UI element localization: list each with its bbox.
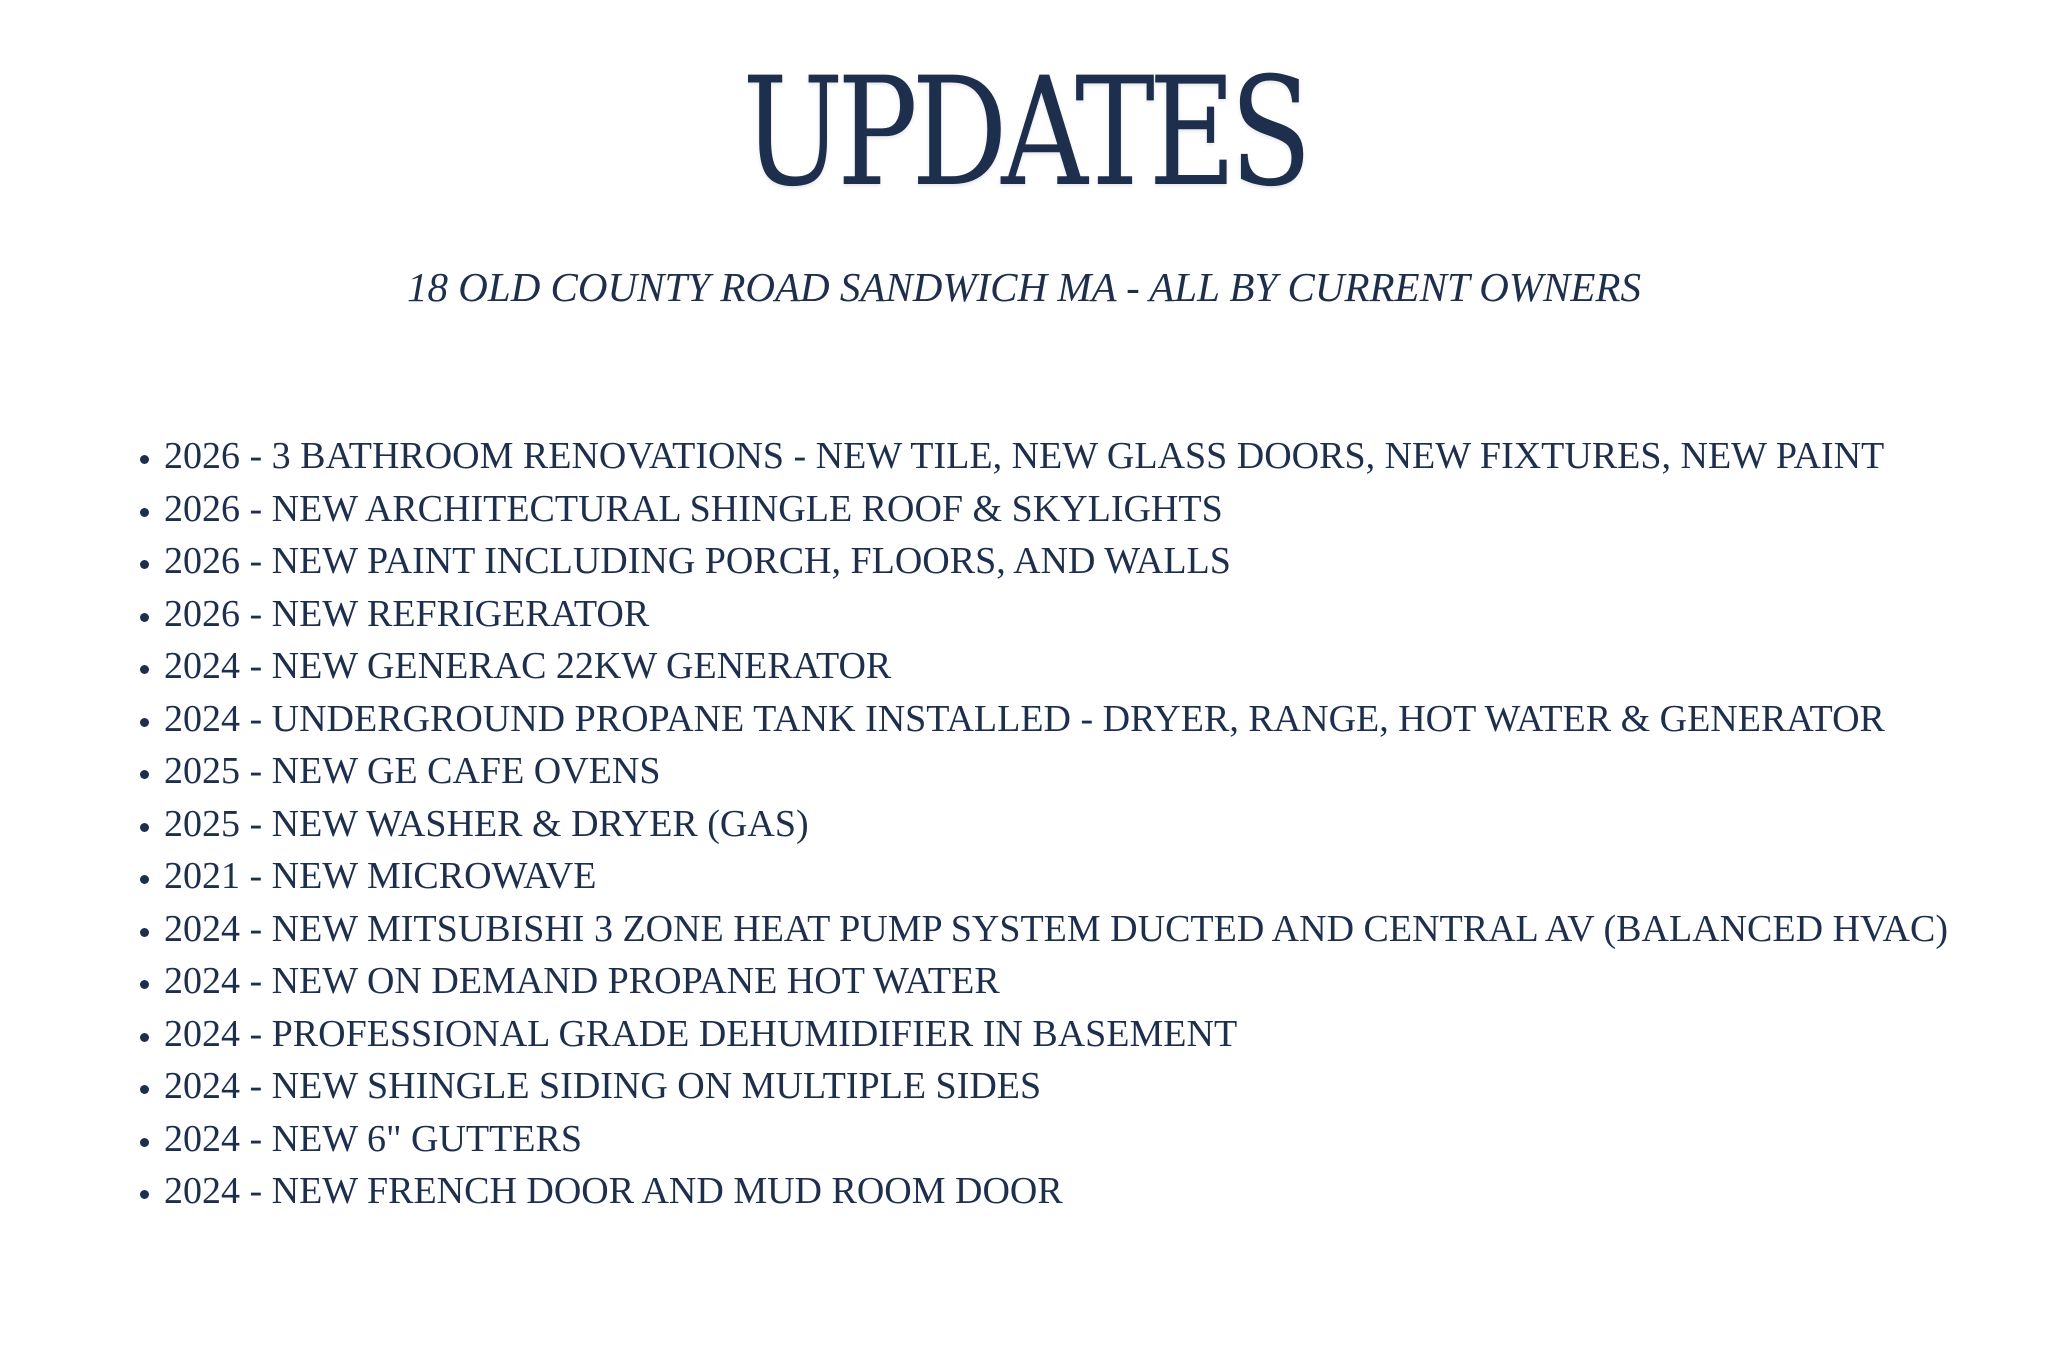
page-title: UPDATES <box>742 46 1306 220</box>
list-item: • 2024 - NEW MITSUBISHI 3 ZONE HEAT PUMP SYSTEM DUCTED AND CENTRAL AV (BALANCED HVAC) <box>164 903 1948 956</box>
list-item: • 2021 - NEW MICROWAVE <box>164 850 1948 903</box>
list-item: • 2025 - NEW WASHER & DRYER (GAS) <box>164 798 1948 851</box>
list-item: • 2025 - NEW GE CAFE OVENS <box>164 745 1948 798</box>
list-item: • 2026 - NEW REFRIGERATOR <box>164 588 1948 641</box>
list-item: • 2024 - NEW FRENCH DOOR AND MUD ROOM DOOR <box>164 1165 1948 1218</box>
list-item: • 2024 - UNDERGROUND PROPANE TANK INSTALLED - DRYER, RANGE, HOT WATER & GENERATOR <box>164 693 1948 746</box>
list-item: • 2024 - NEW SHINGLE SIDING ON MULTIPLE SIDES <box>164 1060 1948 1113</box>
page-subtitle: 18 OLD COUNTY ROAD SANDWICH MA - ALL BY CURRENT OWNERS <box>407 264 1641 310</box>
list-item: • 2026 - 3 BATHROOM RENOVATIONS - NEW TILE, NEW GLASS DOORS, NEW FIXTURES, NEW PAINT <box>164 430 1948 483</box>
list-item: • 2024 - PROFESSIONAL GRADE DEHUMIDIFIER IN BASEMENT <box>164 1008 1948 1061</box>
list-item: • 2026 - NEW PAINT INCLUDING PORCH, FLOORS, AND WALLS <box>164 535 1948 588</box>
list-item: • 2024 - NEW 6" GUTTERS <box>164 1113 1948 1166</box>
updates-list <box>130 430 1948 1218</box>
list-item: • 2026 - NEW ARCHITECTURAL SHINGLE ROOF & SKYLIGHTS <box>164 483 1948 536</box>
list-item: • 2024 - NEW ON DEMAND PROPANE HOT WATER <box>164 955 1948 1008</box>
list-item: • 2024 - NEW GENERAC 22KW GENERATOR <box>164 640 1948 693</box>
